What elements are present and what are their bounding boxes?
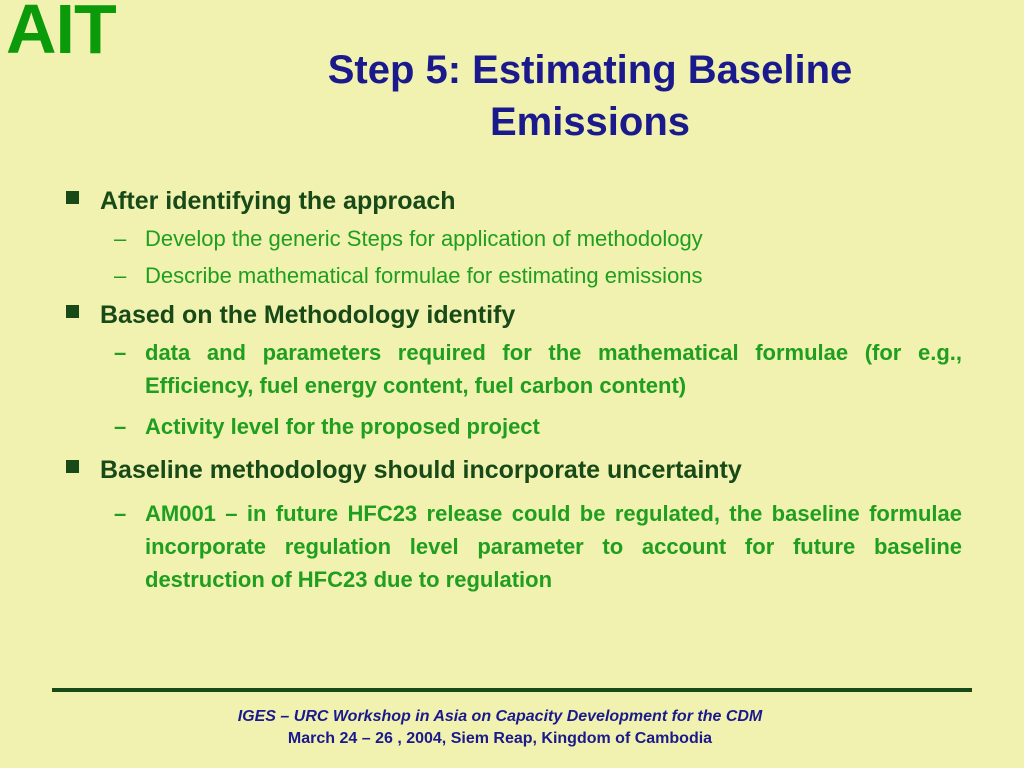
footer-line-1: IGES – URC Workshop in Asia on Capacity Development for the CDM xyxy=(237,708,763,725)
bullet-2 xyxy=(62,300,962,330)
logo: AIT xyxy=(6,0,116,68)
square-bullet-icon xyxy=(66,460,79,473)
subitem-3-1-text: AM001 – in future HFC23 release could be regulated, the baseline formulae incorporate regulation level parameter to account for future baseline destruction of HFC23 due to regulation xyxy=(145,501,962,592)
bullet-3 xyxy=(62,455,962,485)
subitem-3-1 xyxy=(62,497,962,596)
dash-icon: – xyxy=(114,226,127,251)
footer-divider xyxy=(52,688,972,692)
bullet-2-text: Based on the Methodology identify xyxy=(100,301,516,329)
slide-title xyxy=(270,44,910,148)
bullet-1-text: After identifying the approach xyxy=(100,187,456,215)
subitem-2-2-text: Activity level for the proposed project xyxy=(145,414,540,439)
subitem-1-2-text: Describe mathematical formulae for estimating emissions xyxy=(145,263,703,288)
square-bullet-icon xyxy=(66,305,79,318)
footer xyxy=(0,706,1000,750)
footer-line-2: March 24 – 26 , 2004, Siem Reap, Kingdom of Cambodia xyxy=(287,730,713,747)
dash-icon: – xyxy=(114,501,127,526)
title-line-1: Step 5: Estimating Baseline xyxy=(327,48,853,92)
bullet-1 xyxy=(62,186,962,216)
title-line-2: Emissions xyxy=(489,100,691,144)
subitem-1-2 xyxy=(62,259,962,292)
dash-icon: – xyxy=(114,263,127,288)
subitem-1-1 xyxy=(62,222,962,255)
dash-icon: – xyxy=(114,340,127,365)
subitem-1-1-text: Develop the generic Steps for application of methodology xyxy=(145,226,703,251)
subitem-2-2 xyxy=(62,410,962,443)
slide-content xyxy=(62,186,962,596)
subitem-2-1 xyxy=(62,336,962,402)
square-bullet-icon xyxy=(66,191,79,204)
dash-icon: – xyxy=(114,414,127,439)
subitem-2-1-text: data and parameters required for the mathematical formulae (for e.g., Efficiency, fuel energy content, fuel carbon content) xyxy=(145,340,962,398)
bullet-3-text: Baseline methodology should incorporate uncertainty xyxy=(100,456,742,484)
